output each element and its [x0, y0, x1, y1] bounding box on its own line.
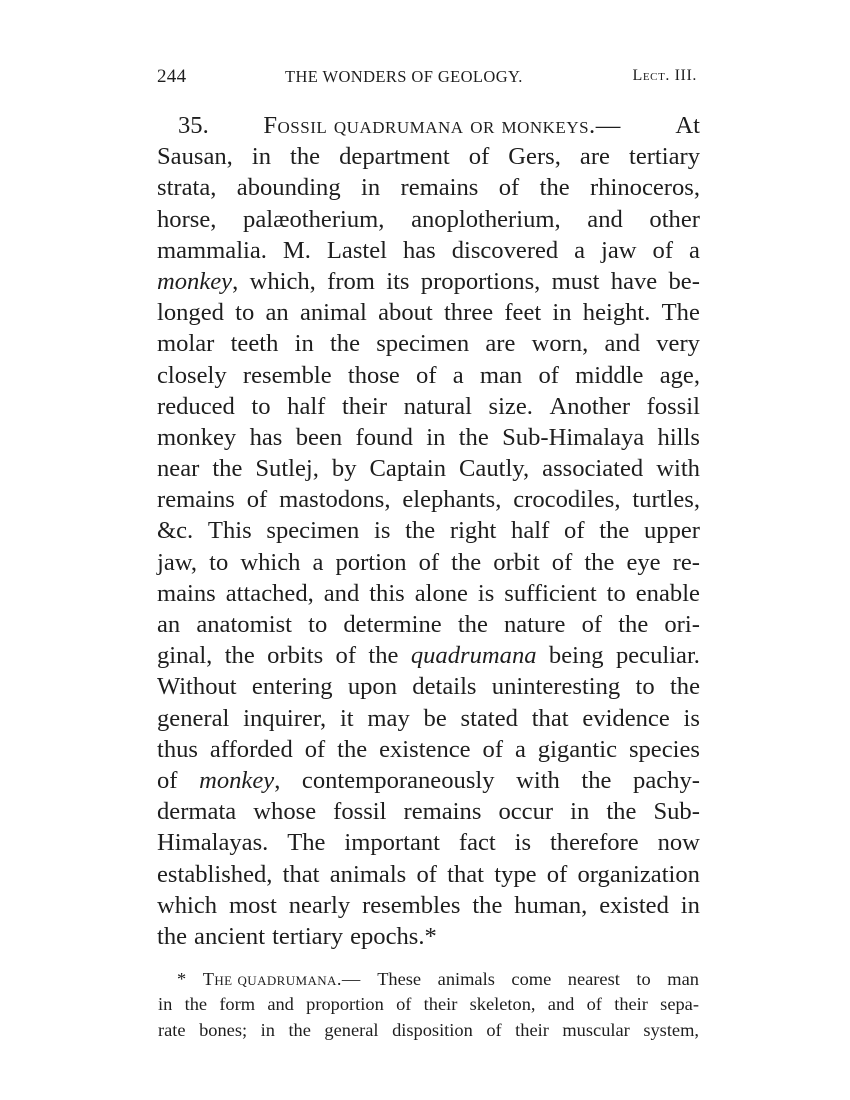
word: mastodons, [279, 486, 391, 514]
word: most [229, 891, 277, 919]
word: skeleton, [469, 994, 536, 1015]
word: the [212, 455, 243, 483]
word: system, [643, 1019, 699, 1040]
word: half [287, 392, 326, 420]
word: is [477, 579, 495, 607]
word: thus [157, 735, 198, 763]
text-line [157, 827, 700, 858]
word: determine [343, 611, 442, 638]
word: turtles, [632, 486, 700, 514]
word: tertiary [628, 143, 700, 171]
word: to [235, 299, 255, 327]
word: and [323, 579, 360, 607]
word: portion [335, 548, 407, 576]
word: the [581, 766, 612, 794]
word: in [158, 994, 173, 1015]
word: its [386, 267, 410, 295]
word: of [564, 517, 585, 545]
text-line [157, 235, 700, 266]
word: this [369, 579, 405, 607]
text-line [157, 453, 700, 484]
word: hills [657, 423, 700, 451]
text-line [157, 297, 700, 328]
word: ancient [194, 922, 266, 950]
section-number: 35. [178, 112, 209, 139]
word: of [486, 1019, 502, 1040]
word: the [584, 548, 615, 576]
word: uninteresting [491, 673, 621, 701]
word: other [649, 205, 700, 233]
word: reduced [157, 392, 235, 420]
word: and [604, 330, 641, 358]
word: closely [157, 361, 227, 389]
word: of [538, 361, 559, 389]
word: Cautly, [459, 455, 530, 483]
word: right [449, 517, 497, 545]
word: established, [157, 860, 273, 888]
word: the [329, 330, 361, 358]
word: the [451, 548, 482, 576]
word: human, [514, 891, 588, 919]
word: of [335, 642, 357, 670]
word: elephants, [402, 486, 502, 514]
page-number: 244 [157, 66, 187, 87]
word: near [157, 455, 200, 483]
word: Another [549, 392, 631, 420]
text-line [157, 921, 700, 952]
word: the [457, 611, 488, 638]
text-line [157, 110, 700, 141]
footnote-marker: * [177, 969, 187, 989]
word: the [458, 423, 489, 451]
word: nearly [288, 891, 351, 919]
word: orbits [267, 642, 324, 670]
text-line [157, 609, 700, 640]
word: of [418, 548, 440, 576]
word: must [551, 267, 600, 295]
word: Sutlej, [255, 455, 319, 483]
word: and [547, 994, 575, 1015]
word: This [207, 517, 252, 545]
text-line [157, 141, 700, 172]
word: are [579, 143, 610, 171]
word: anatomist [196, 611, 292, 638]
lecture-label: Lect. III. [632, 67, 697, 84]
word: remains [403, 798, 482, 826]
word: Without [157, 673, 237, 701]
word: orbit [493, 548, 540, 576]
word: pachy- [633, 766, 700, 794]
text-line [157, 796, 700, 827]
word: fossil [333, 798, 387, 826]
word: their [423, 994, 458, 1015]
word: animals [437, 969, 495, 989]
text-line [157, 360, 700, 391]
word: organization [577, 860, 700, 888]
text-line [157, 703, 700, 734]
book-title: THE WONDERS OF GEOLOGY. [285, 67, 523, 86]
word: middle [575, 361, 644, 389]
word: re- [672, 548, 700, 576]
text-line [157, 859, 700, 890]
word: man [667, 969, 699, 989]
word: a [514, 735, 526, 763]
word: to [251, 392, 271, 420]
word: nearest [567, 969, 620, 989]
word: very [656, 330, 700, 358]
word: by [331, 455, 357, 483]
word: the [405, 517, 436, 545]
word: &c. [157, 517, 194, 545]
word: Lastel [326, 236, 387, 264]
word: whose [253, 798, 317, 826]
word: the [288, 1019, 311, 1040]
footnote [158, 967, 699, 1043]
word: strata, [157, 174, 217, 202]
word: quadrumana [410, 642, 537, 670]
word: to [209, 548, 229, 576]
word: come [511, 969, 552, 989]
word: of [157, 766, 178, 794]
word: to [636, 969, 651, 989]
word: those [347, 361, 400, 389]
word: that [531, 704, 569, 732]
word: an [157, 611, 181, 638]
word: the [599, 517, 630, 545]
word: their [515, 1019, 549, 1040]
word: of [652, 236, 674, 264]
word: has [402, 236, 436, 264]
word: rhinoceros, [590, 174, 700, 202]
word: department [339, 143, 450, 171]
word: now [657, 829, 700, 857]
word: to [308, 611, 328, 638]
word: remains [157, 486, 235, 514]
word: the [157, 922, 188, 950]
word: a [574, 236, 586, 264]
word: in [680, 891, 700, 919]
word: important [344, 829, 440, 857]
word: specimen [376, 330, 470, 358]
section-body [157, 110, 700, 952]
word: discovered [451, 236, 559, 264]
word: monkey, [157, 267, 239, 295]
text-line [157, 765, 700, 796]
word: and [587, 205, 623, 233]
word: existence [379, 735, 471, 763]
text-line [157, 422, 700, 453]
word: associated [542, 455, 644, 483]
word: have [610, 267, 658, 295]
text-line [157, 266, 700, 297]
word: ori- [664, 611, 700, 638]
word: of [468, 143, 490, 171]
word: in [570, 798, 590, 826]
word: natural [403, 392, 472, 420]
word: the [539, 174, 570, 202]
word: proportions, [420, 267, 541, 295]
word: the [184, 994, 208, 1015]
word: existed [599, 891, 669, 919]
word: in [260, 1019, 275, 1040]
word: sepa- [660, 994, 699, 1015]
word: stated [460, 704, 518, 732]
word: of [416, 860, 437, 888]
word: mains [157, 579, 216, 607]
word: the [368, 642, 399, 670]
word: peculiar. [615, 642, 700, 670]
word: with [516, 766, 560, 794]
word: the [669, 673, 700, 701]
word: of [396, 994, 412, 1015]
word: entering [251, 673, 333, 701]
word: feet [504, 299, 542, 327]
word: gigantic [537, 735, 618, 763]
word: animal [299, 299, 367, 327]
word: of [586, 994, 602, 1015]
word: of [304, 735, 326, 763]
text-line [157, 328, 700, 359]
word: been [295, 423, 343, 451]
word: eye [626, 548, 661, 576]
word: ginal, [157, 642, 213, 670]
word: Captain [369, 455, 447, 483]
word: evidence [582, 704, 670, 732]
word: attached, [225, 579, 314, 607]
word: disposition [392, 1019, 473, 1040]
word: the [606, 798, 637, 826]
word: found [355, 423, 413, 451]
footnote-line [158, 1018, 699, 1043]
word: therefore [549, 829, 639, 857]
word: proportion [306, 994, 384, 1015]
word: remains [400, 174, 479, 202]
section-title: Fossil quadrumana or monkeys.— [263, 112, 621, 139]
word: be [423, 704, 447, 732]
word: upper [644, 517, 700, 545]
word: M. [282, 236, 311, 264]
word: a [688, 236, 700, 264]
word: Sub- [653, 798, 700, 826]
text-line [157, 204, 700, 235]
word: epochs.* [350, 922, 437, 950]
word: nature [504, 611, 566, 638]
word: of [581, 611, 603, 638]
word: form [219, 994, 256, 1015]
word: half [511, 517, 550, 545]
text-line [157, 578, 700, 609]
word: three [443, 299, 494, 327]
word: has [249, 423, 283, 451]
word: species [628, 735, 700, 763]
word: is [514, 829, 532, 857]
word: about [378, 299, 433, 327]
word: monkey [157, 423, 237, 451]
word: mammalia. [157, 236, 267, 264]
footnote-line [158, 967, 699, 992]
word: inquirer, [243, 704, 327, 732]
word: in [294, 330, 314, 358]
word: the [472, 891, 503, 919]
text-line [157, 671, 700, 702]
word: specimen [266, 517, 360, 545]
word: that [447, 860, 485, 888]
word: which, [249, 267, 316, 295]
word: to [606, 579, 626, 607]
word: occur [498, 798, 554, 826]
word: a [452, 361, 464, 389]
word: The [661, 299, 700, 327]
word: bones; [199, 1019, 248, 1040]
text-line [157, 484, 700, 515]
word: to [635, 673, 655, 701]
word: of [482, 735, 504, 763]
word: be- [668, 267, 700, 295]
word: of [246, 486, 268, 514]
word: and [267, 994, 294, 1015]
word: type [494, 860, 537, 888]
word: an [265, 299, 289, 327]
word: contemporaneously [301, 766, 495, 794]
word: resemble [242, 361, 332, 389]
word: age, [659, 361, 700, 389]
word: of [416, 361, 437, 389]
word: of [551, 548, 573, 576]
word: abounding [236, 174, 341, 202]
word: fact [458, 829, 496, 857]
word: in [361, 174, 381, 202]
word: their [614, 994, 648, 1015]
word: worn, [531, 330, 589, 358]
word: in [426, 423, 446, 451]
text-line [157, 172, 700, 203]
word: upon [347, 673, 397, 701]
word: of [546, 860, 568, 888]
word: resembles [362, 891, 461, 919]
word: the [618, 611, 649, 638]
word: are [485, 330, 516, 358]
word: monkey, [199, 766, 281, 794]
word: enable [635, 579, 700, 607]
text-line [157, 734, 700, 765]
word: a [312, 548, 324, 576]
word: molar [157, 330, 215, 358]
text-line [157, 890, 700, 921]
word: from [327, 267, 375, 295]
word: the [290, 143, 321, 171]
word: The [287, 829, 326, 857]
word: Gers, [508, 143, 561, 171]
footnote-label: The quadrumana.— [202, 969, 361, 989]
word: afforded [209, 735, 293, 763]
word: which [157, 891, 218, 919]
word: in [251, 143, 271, 171]
word: horse, [157, 205, 217, 233]
word: tertiary [272, 922, 344, 950]
running-head [157, 66, 697, 96]
word: jaw, [157, 548, 198, 576]
word: dermata [157, 798, 237, 826]
word: size. [488, 392, 533, 420]
word: is [683, 704, 700, 732]
word: sufficient [504, 579, 597, 607]
word: Himalayas. [157, 829, 269, 857]
footnote-line [158, 992, 699, 1017]
word: it [339, 704, 354, 732]
word: their [341, 392, 388, 420]
word: man [479, 361, 523, 389]
word: longed [157, 299, 224, 327]
word: which [240, 548, 301, 576]
word: general [324, 1019, 379, 1040]
text-line [157, 547, 700, 578]
word: These [377, 969, 422, 989]
word: with [656, 455, 700, 483]
word: anoplotherium, [411, 205, 561, 233]
word: general [157, 704, 230, 732]
text-line [157, 515, 700, 546]
text-line [157, 391, 700, 422]
word: alone [414, 579, 468, 607]
word: crocodiles, [513, 486, 621, 514]
word: teeth [230, 330, 279, 358]
word: jaw [601, 236, 637, 264]
word: At [675, 112, 700, 139]
word: rate [158, 1019, 186, 1040]
word: the [224, 642, 255, 670]
word: details [412, 673, 477, 701]
word: is [373, 517, 391, 545]
word: height. [582, 299, 651, 327]
text-line [157, 640, 700, 671]
word: muscular [562, 1019, 630, 1040]
word: of [498, 174, 520, 202]
word: that [282, 860, 320, 888]
word: may [367, 704, 410, 732]
word: animals [329, 860, 407, 888]
word: Sub-Himalaya [502, 423, 645, 451]
word: in [552, 299, 572, 327]
word: fossil [646, 392, 700, 420]
word: the [337, 735, 368, 763]
word: palæotherium, [243, 205, 385, 233]
word: Sausan, [157, 143, 233, 171]
word: being [548, 642, 604, 670]
